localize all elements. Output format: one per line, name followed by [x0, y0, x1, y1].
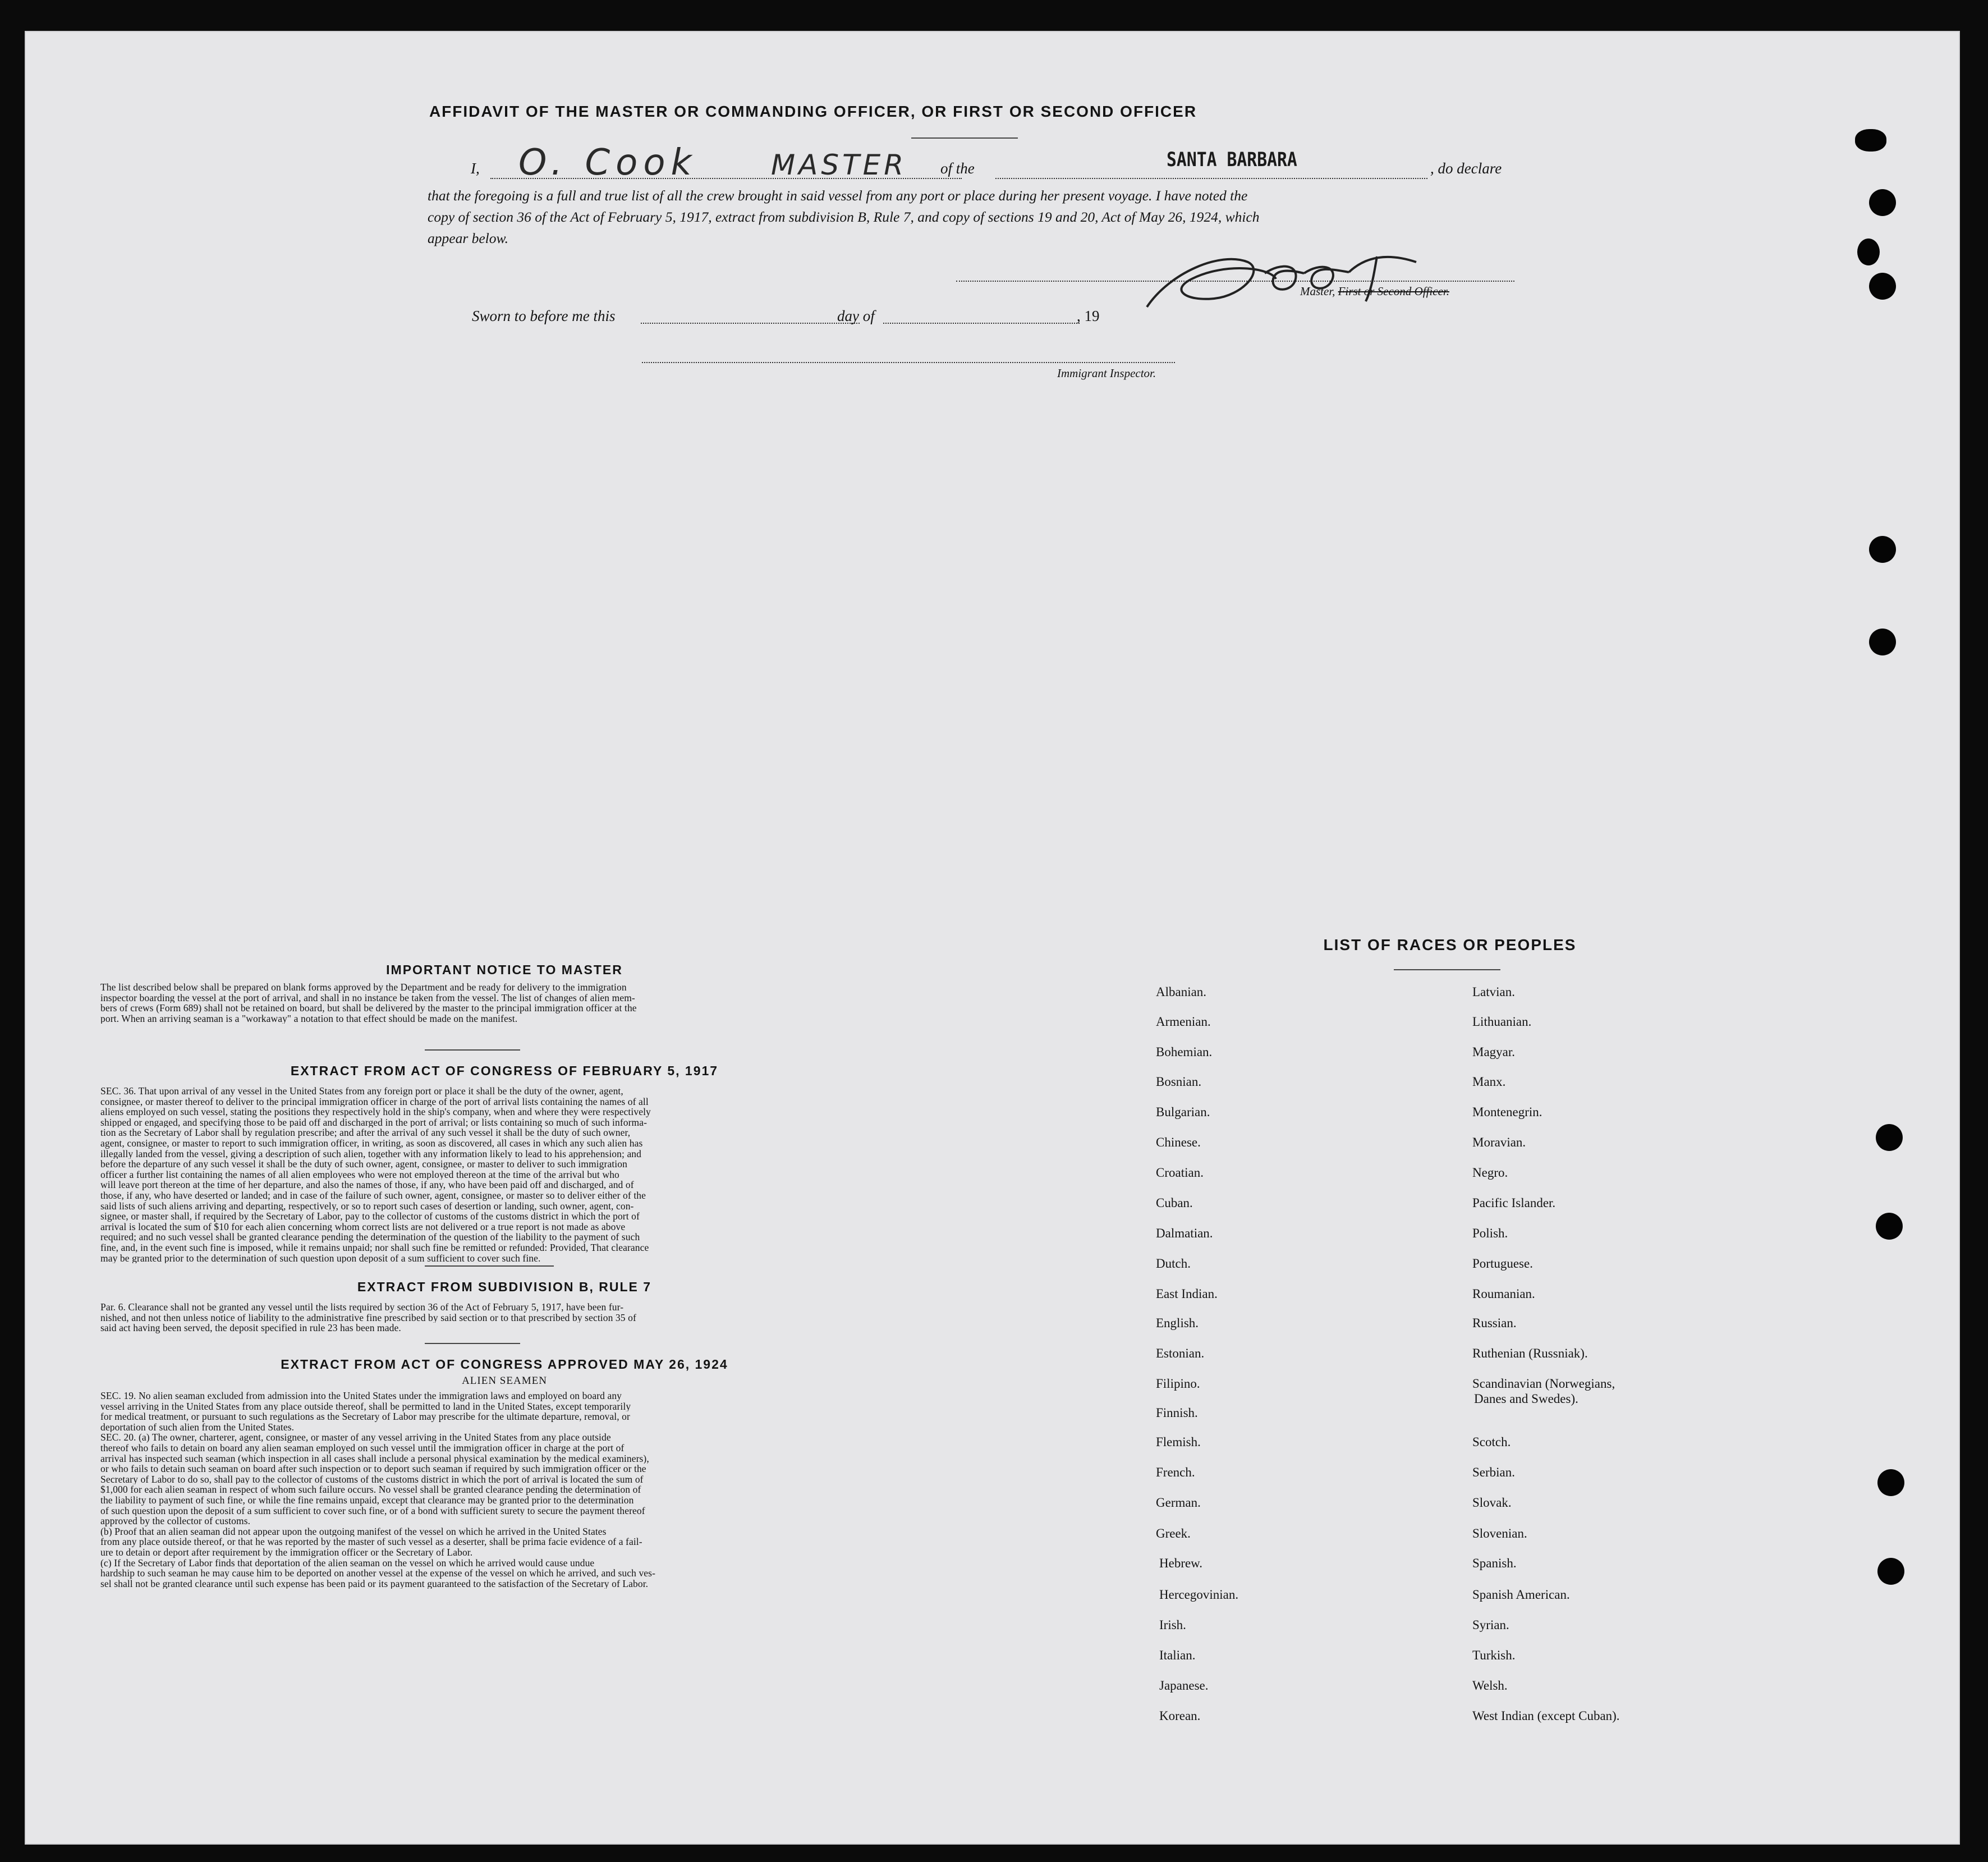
text-line: SEC. 19. No alien seaman excluded from admission into the United States under the immigration laws and employed on board any — [100, 1391, 622, 1401]
extract-1917-title: EXTRACT FROM ACT OF CONGRESS OF FEBRUARY 5, 1917 — [290, 1063, 719, 1078]
text-line: shipped or engaged, and specifying those to be paid off and discharged in the port of arrival; or lists containing so much of such informa- — [100, 1117, 648, 1128]
vessel-line — [995, 178, 1427, 179]
race-item: Russian. — [1472, 1316, 1517, 1330]
text-line: aliens employed on such vessel, stating the positions they respectively hold in the ship's company, when and where they were respectively — [100, 1107, 651, 1117]
day-of-label: day of — [837, 308, 875, 324]
punch-hole — [1855, 129, 1886, 152]
race-item: Italian. — [1159, 1648, 1196, 1662]
race-item: Slovak. — [1472, 1496, 1512, 1510]
race-item: Magyar. — [1472, 1045, 1516, 1059]
text-line: inspector boarding the vessel at the port of arrival, and shall in no instance be taken from the vessel. The list of changes of alien mem- — [100, 992, 635, 1003]
punch-hole — [1869, 273, 1896, 300]
race-item: Japanese. — [1159, 1678, 1209, 1693]
text-line: Secretary of Labor to do so, shall pay to the collector of customs of the customs district in which the port of arrival is located the sum of — [100, 1474, 644, 1485]
text-line: will leave port thereon at the time of her departure, and also the names of those, if any, who have been paid off and discharged, and of — [100, 1180, 634, 1190]
races-rule — [1394, 969, 1500, 970]
punch-hole — [1876, 1124, 1903, 1151]
text-line: $1,000 for each alien seaman in respect of whom such failure occurs. No vessel shall be granted clearance pending the determination of — [100, 1484, 641, 1495]
rule-3 — [425, 1343, 520, 1344]
rule-2 — [425, 1265, 554, 1267]
punch-hole — [1869, 536, 1896, 563]
race-item: Chinese. — [1156, 1135, 1201, 1149]
race-item: Dalmatian. — [1156, 1226, 1213, 1240]
race-item: German. — [1156, 1496, 1201, 1510]
notice-body — [100, 982, 908, 1024]
vessel-name: SANTA BARBARA — [1167, 149, 1297, 171]
rule-1 — [425, 1049, 520, 1051]
race-item: Greek. — [1156, 1526, 1191, 1540]
punch-hole — [1857, 239, 1880, 265]
punch-hole — [1877, 1469, 1904, 1496]
text-line: said act having been served, the deposit specified in rule 23 has been made. — [100, 1323, 401, 1333]
affidavit-title: AFFIDAVIT OF THE MASTER OR COMMANDING OFFICER, OR FIRST OR SECOND OFFICER — [429, 103, 1197, 120]
race-item: Bosnian. — [1156, 1075, 1202, 1089]
race-item: Slovenian. — [1472, 1526, 1527, 1540]
text-line: or who fails to detain such seaman on board after such inspection or to deport such seaman if required by such immigration officer or the — [100, 1464, 646, 1474]
race-item: Portuguese. — [1472, 1256, 1533, 1271]
text-line: officer a further list containing the names of all alien employees who were not employed thereon at the time of the arrival but who — [100, 1169, 619, 1180]
text-line: signee, or master shall, if required by the Secretary of Labor, pay to the collector of customs of the customs district in which the port of — [100, 1211, 640, 1222]
extract-1917-body — [100, 1086, 908, 1263]
race-item: Bulgarian. — [1156, 1105, 1210, 1119]
text-line: nished, and not then unless notice of liability to the administrative fine prescribed by said section or to that prescribed by section 35 of — [100, 1312, 636, 1323]
race-item: Syrian. — [1472, 1618, 1509, 1632]
master-name-handwritten: O. Cook — [518, 142, 697, 184]
text-line: of such question upon the deposit of a sum sufficient to cover such fine, or of a bond with sufficient surety to secure the payment thereof — [100, 1505, 645, 1516]
signer-struck-label: First or Second Officer. — [1338, 285, 1449, 298]
race-item: Latvian. — [1472, 985, 1515, 999]
inspector-line — [642, 362, 1175, 363]
document-page — [25, 31, 1960, 1845]
text-line: hardship to such seaman he may cause him to be deported on another vessel at the expense of the vessel on which he arrived, and such ves- — [100, 1568, 656, 1579]
extract-1924-subtitle: ALIEN SEAMEN — [462, 1375, 547, 1387]
extract-rule7-body — [100, 1302, 908, 1333]
race-item: Cuban. — [1156, 1196, 1193, 1210]
race-item: Flemish. — [1156, 1435, 1201, 1449]
text-line: SEC. 20. (a) The owner, charterer, agent, consignee, or master of any vessel arriving in the United States from any place outside — [100, 1432, 611, 1443]
text-line: arrival is located the sum of $10 for each alien concerning whom correct lists are not delivered or a true report is not made as above — [100, 1221, 626, 1232]
inspector-label: Immigrant Inspector. — [1057, 366, 1156, 380]
text-line: agent, consignee, or master to report to such immigration officer, in writing, as soon as discovered, all cases in which any such alien has — [100, 1138, 643, 1149]
affidavit-body-line1: that the foregoing is a full and true list of all the crew brought in said vessel from any port or place during her present voyage. I have noted the — [428, 187, 1248, 204]
race-item: East Indian. — [1156, 1287, 1218, 1301]
master-signature — [1136, 240, 1450, 318]
extract-1924-title: EXTRACT FROM ACT OF CONGRESS APPROVED MAY 26, 1924 — [281, 1357, 728, 1372]
text-line: illegally landed from the vessel, giving a description of such alien, together with any information likely to lead to his apprehension; and — [100, 1148, 642, 1159]
race-item: Montenegrin. — [1472, 1105, 1542, 1119]
race-item: Korean. — [1159, 1709, 1201, 1723]
extract-1924-body — [100, 1391, 908, 1589]
race-item: Serbian. — [1472, 1465, 1516, 1479]
text-line: approved by the collector of customs. — [100, 1516, 251, 1526]
text-line: arrival has inspected such seaman (which inspection in all cases shall include a personal physical examination by the medical examiners), — [100, 1453, 649, 1464]
of-the-label: of the — [940, 160, 975, 177]
extract-rule7-title: EXTRACT FROM SUBDIVISION B, RULE 7 — [357, 1279, 652, 1294]
notice-title: IMPORTANT NOTICE TO MASTER — [386, 962, 623, 977]
text-line: sel shall not be granted clearance until such expense has been paid or its payment guaranteed to the satisfaction of the Secretary of Labor. — [100, 1578, 649, 1589]
text-line: for medical treatment, or pursuant to such regulations as the Secretary of Labor may prescribe for the ultimate departure, removal, or — [100, 1411, 630, 1422]
text-line: before the departure of any such vessel it shall be the duty of such owner, agent, consignee, or master to deliver to such immigration — [100, 1159, 627, 1170]
text-line: (b) Proof that an alien seaman did not appear upon the outgoing manifest of the vessel on which he arrived in the United States — [100, 1526, 607, 1537]
text-line: tion as the Secretary of Labor shall by regulation prescribe; and after the arrival of any such vessel it shall be the duty of such owner, — [100, 1127, 631, 1138]
sworn-label: Sworn to before me this — [472, 308, 616, 324]
sworn-day-line — [641, 323, 860, 324]
punch-hole — [1877, 1558, 1904, 1585]
race-item: Scotch. — [1472, 1435, 1511, 1449]
race-item: Spanish American. — [1472, 1588, 1570, 1602]
text-line: SEC. 36. That upon arrival of any vessel in the United States from any foreign port or place it shall be the duty of the owner, agent, — [100, 1086, 623, 1097]
race-item: West Indian (except Cuban). — [1472, 1709, 1620, 1723]
rank-handwritten: MASTER — [771, 149, 907, 181]
text-line: (c) If the Secretary of Labor finds that deportation of the alien seaman on the vessel on which he arrived would cause undue — [100, 1557, 595, 1569]
race-item: Roumanian. — [1472, 1287, 1535, 1301]
race-item: Negro. — [1472, 1166, 1508, 1180]
text-line: ure to detain or deport after requirement by the immigration officer or the Secretary of Labor. — [100, 1547, 473, 1558]
race-item: Armenian. — [1156, 1015, 1211, 1029]
affidavit-body-line2: copy of section 36 of the Act of February 5, 1917, extract from subdivision B, Rule 7, and copy of sections 19 and 20, Act of May 26, 1924, which — [428, 209, 1260, 225]
punch-hole — [1869, 629, 1896, 655]
i-label: I, — [471, 160, 480, 177]
text-line: those, if any, who have deserted or landed; and in case of the failure of such owner, agent, consignee, or master so to deliver either of the — [100, 1190, 646, 1201]
race-item: Manx. — [1472, 1075, 1506, 1089]
punch-hole — [1869, 189, 1896, 216]
text-line: said lists of such aliens arriving and departing, respectively, or so to report such cases of desertion or landing, such owner, agent, con- — [100, 1200, 634, 1212]
text-line: fine, and, in the event such fine is imposed, while it remains unpaid; nor shall such fine be remitted or refunded: Provided, That clearance — [100, 1242, 649, 1253]
race-item: Ruthenian (Russniak). — [1472, 1346, 1588, 1360]
race-item: Scandinavian (Norwegians, — [1472, 1377, 1615, 1391]
text-line: Par. 6. Clearance shall not be granted any vessel until the lists required by section 36 of the Act of February 5, 1917, have been fur- — [100, 1302, 624, 1313]
race-item: Irish. — [1159, 1618, 1186, 1632]
text-line: from any place outside thereof, or that he was reported by the master of such vessel as a deserter, shall be prima facie evidence of a fail- — [100, 1537, 642, 1547]
race-item: Welsh. — [1472, 1678, 1508, 1693]
text-line: required; and no such vessel shall be granted clearance pending the determination of the question of the liability to the payment of such — [100, 1232, 640, 1242]
race-item: Hercegovinian. — [1159, 1588, 1239, 1602]
race-item: Danes and Swedes). — [1474, 1392, 1578, 1406]
race-item: Bohemian. — [1156, 1045, 1213, 1059]
race-item: Albanian. — [1156, 985, 1207, 999]
race-item: Dutch. — [1156, 1256, 1191, 1271]
text-line: deportation of such alien from the United States. — [100, 1421, 295, 1433]
text-line: thereof who fails to detain on board any alien seaman employed on such vessel until the immigration officer in charge at the port of — [100, 1442, 625, 1453]
sworn-month-line — [883, 323, 1080, 324]
race-item: Pacific Islander. — [1472, 1196, 1556, 1210]
race-item: Lithuanian. — [1472, 1015, 1532, 1029]
signer-master-label: Master, — [1300, 285, 1335, 298]
text-line: consignee, or master thereof to deliver to the principal immigration officer in charge of the port of arrival lists containing the names of all — [100, 1096, 649, 1107]
race-item: Estonian. — [1156, 1346, 1205, 1360]
text-line: the liability to payment of such fine, or while the fine remains unpaid, except that clearance may be granted prior to the determination — [100, 1494, 634, 1506]
do-declare-label: , do declare — [1430, 160, 1502, 177]
race-item: Spanish. — [1472, 1556, 1517, 1570]
races-title: LIST OF RACES OR PEOPLES — [1323, 936, 1577, 953]
punch-hole — [1876, 1213, 1903, 1240]
race-item: Croatian. — [1156, 1166, 1204, 1180]
text-line: The list described below shall be prepared on blank forms approved by the Department and be ready for delivery to the immigration — [100, 982, 627, 993]
race-item: Turkish. — [1472, 1648, 1516, 1662]
race-item: Moravian. — [1472, 1135, 1526, 1149]
race-item: Hebrew. — [1159, 1556, 1203, 1570]
race-item: Finnish. — [1156, 1406, 1198, 1420]
race-item: Polish. — [1472, 1226, 1508, 1240]
text-line: bers of crews (Form 689) shall not be retained on board, but shall be delivered by the master to the principal immigration officer at the — [100, 1003, 637, 1013]
title-rule — [911, 137, 1018, 139]
text-line: vessel arriving in the United States from any place outside thereof, shall be permitted to land in the United States, except temporarily — [100, 1401, 631, 1412]
year-prefix: , 19 — [1077, 308, 1100, 324]
affidavit-body-line3: appear below. — [428, 230, 509, 246]
race-item: English. — [1156, 1316, 1199, 1330]
race-item: French. — [1156, 1465, 1195, 1479]
text-line: port. When an arriving seaman is a "workaway" a notation to that effect should be made on the manifest. — [100, 1013, 518, 1024]
text-line: may be granted prior to the determination of such question upon deposit of a sum sufficient to cover such fine. — [100, 1253, 541, 1264]
race-item: Filipino. — [1156, 1377, 1200, 1391]
